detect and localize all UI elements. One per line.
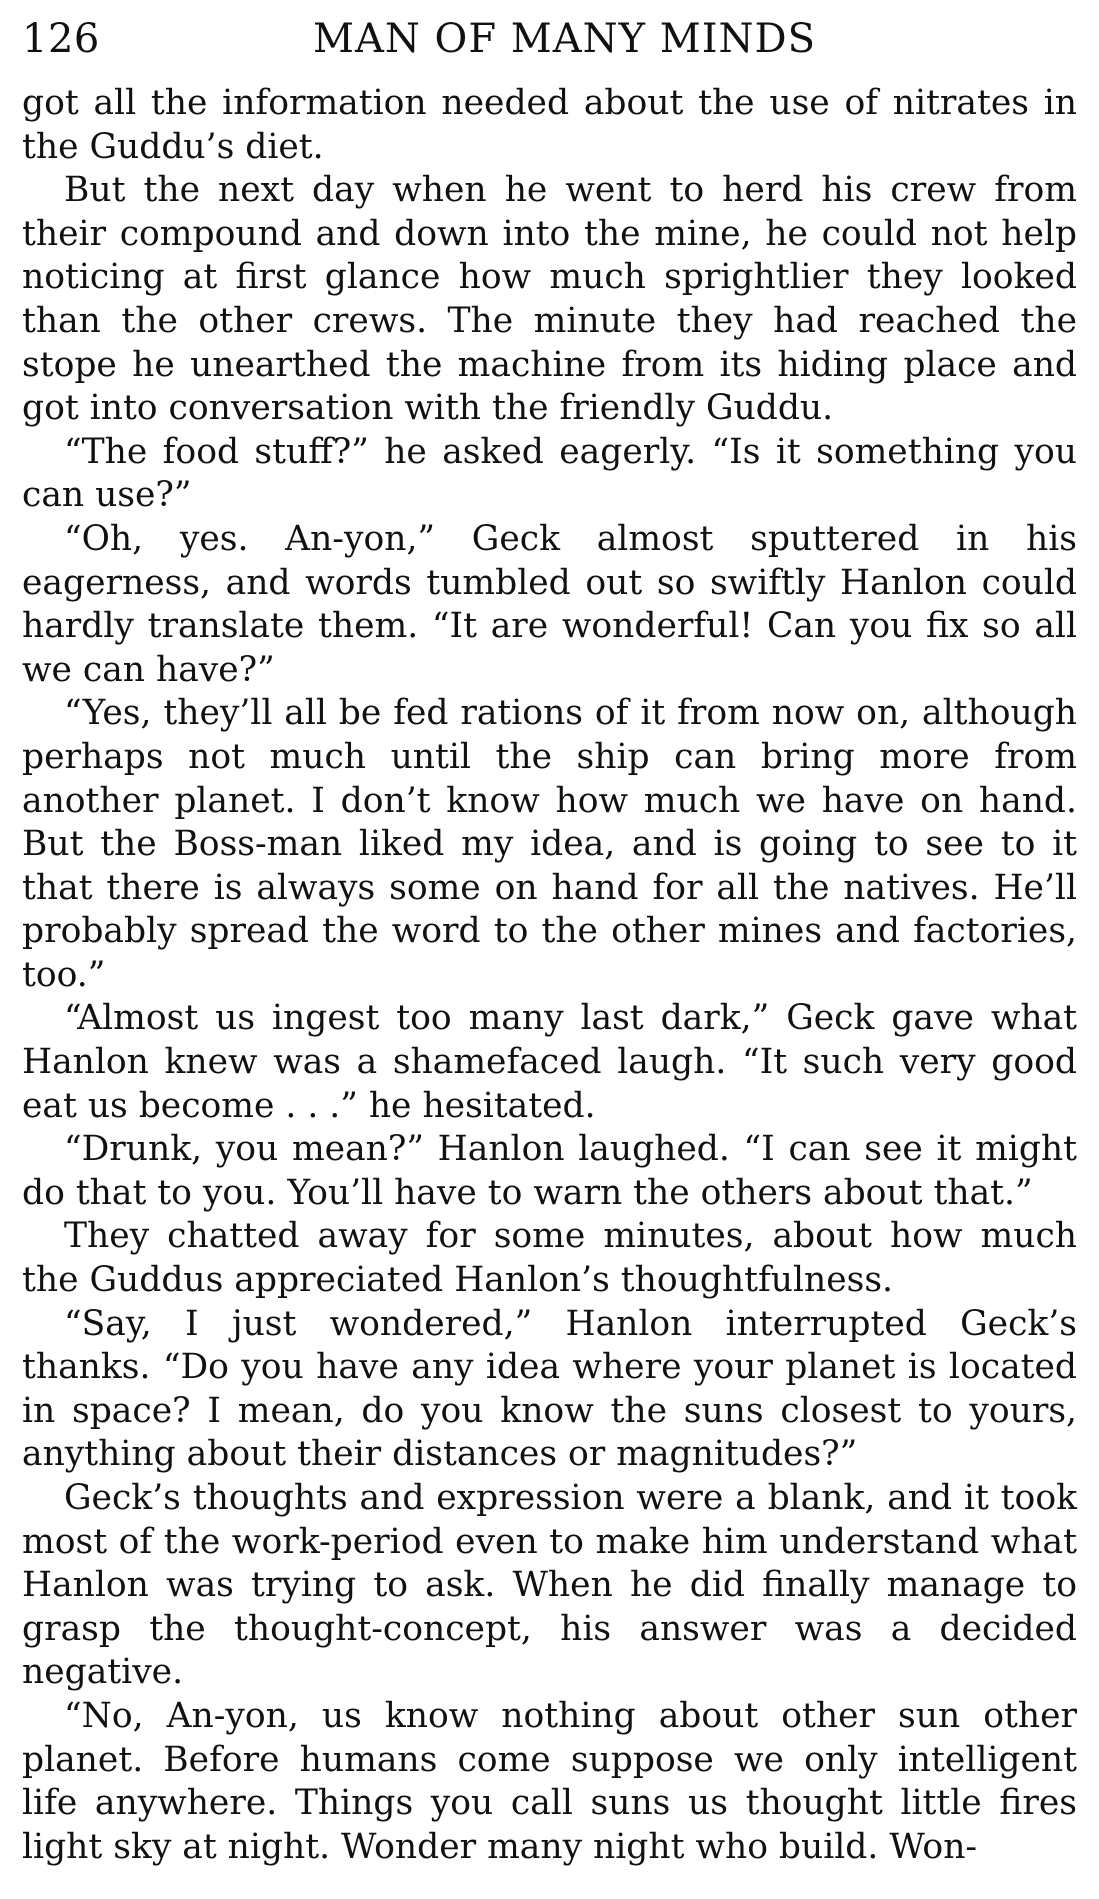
paragraph: Geck’s thoughts and expression were a blank, and it took most of the work-period even to make him understand what Hanlon was trying to ask. When he did finally manage to grasp the thought-concept, his answer was a decided negative. <box>22 1478 1077 1693</box>
paragraph: “No, An-yon, us know nothing about other sun other planet. Before humans come suppose we only intelligent life anywhere. Things you call suns us thought little fires light sky at night. Wonder many night who build. Won- <box>22 1695 1077 1867</box>
page-number: 126 <box>22 16 100 62</box>
paragraph: They chatted away for some minutes, about how much the Guddus appreciated Hanlon’s thoughtfulness. <box>22 1216 1077 1301</box>
book-page <box>22 10 1077 1869</box>
paragraph: “Oh, yes. An-yon,” Geck almost sputtered in his eagerness, and words tumbled out so swiftly Hanlon could hardly translate them. “It are wonderful! Can you fix so all we can have?” <box>22 518 1077 690</box>
running-title: MAN OF MANY MINDS <box>312 16 816 62</box>
paragraph: But the next day when he went to herd his crew from their compound and down into the mine, he could not help noticing at first glance how much sprightlier they looked than the other crews. The minute they had reached the stope he unearthed the machine from its hiding place and got into conversation with the friendly Guddu. <box>22 170 1077 429</box>
paragraph: “Yes, they’ll all be fed rations of it from now on, although perhaps not much until the ship can bring more from another planet. I don’t know how much we have on hand. But the Boss-man liked my idea, and is going to see to it that there is always some on hand for all the natives. He’ll probably spread the word to the other mines and factories, too.” <box>22 693 1077 995</box>
page-header <box>22 10 1077 68</box>
paragraph: “Drunk, you mean?” Hanlon laughed. “I can see it might do that to you. You’ll have to warn the others about that.” <box>22 1129 1077 1213</box>
body-text <box>22 82 1077 1869</box>
paragraph: “The food stuff?” he asked eagerly. “Is it something you can use?” <box>22 431 1077 516</box>
paragraph: “Almost us ingest too many last dark,” Geck gave what Hanlon knew was a shamefaced laugh. “It such very good eat us become . . .” he hesitated. <box>22 998 1077 1126</box>
paragraph-continued: got all the information needed about the use of nitrates in the Guddu’s diet. <box>22 83 1077 167</box>
paragraph: “Say, I just wondered,” Hanlon interrupted Geck’s thanks. “Do you have any idea where your planet is located in space? I mean, do you know the suns closest to yours, anything about their distances or magnitudes?” <box>22 1303 1077 1475</box>
